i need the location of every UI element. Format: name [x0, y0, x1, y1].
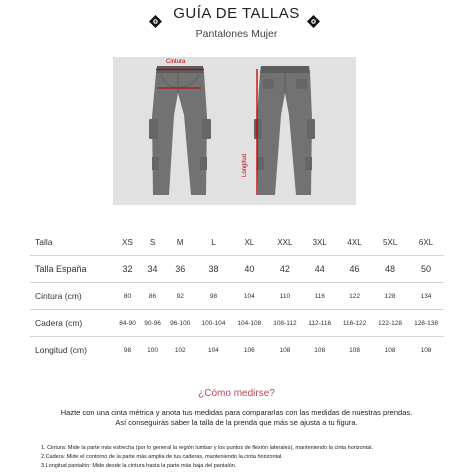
pants-front-view: [149, 66, 211, 195]
size-cell: 4XL: [337, 229, 372, 256]
table-cell: 32: [115, 256, 140, 283]
size-cell: M: [165, 229, 195, 256]
table-cell: 108: [384, 346, 396, 354]
table-cell: 108: [314, 346, 326, 354]
table-cell: 84-90: [115, 310, 140, 337]
table-cell: 38: [196, 256, 232, 283]
table-cell: 110: [267, 283, 302, 310]
row-label: Cintura (cm): [30, 283, 115, 310]
size-cell: XS: [115, 229, 140, 256]
table-cell: 116: [302, 283, 336, 310]
table-cell: 92: [165, 283, 195, 310]
table-cell: 100-104: [196, 310, 232, 337]
table-cell: 100: [147, 346, 158, 354]
table-cell: 122-128: [372, 310, 408, 337]
table-cell: 50: [408, 256, 444, 283]
note-length: 3.Longitud pantalón: Mide desde la cintura hasta la parte más baja del pantalón.: [41, 463, 237, 469]
size-cell: XXL: [267, 229, 302, 256]
size-cell: 3XL: [302, 229, 336, 256]
table-cell: 42: [267, 256, 302, 283]
waist-label: Cintura: [166, 59, 186, 65]
table-cell: 98: [123, 346, 132, 354]
row-label: Cadera (cm): [30, 310, 115, 337]
table-cell: 80: [115, 283, 140, 310]
table-cell: 44: [302, 256, 336, 283]
size-table: [30, 229, 444, 363]
table-row: [30, 283, 444, 310]
size-cell: 5XL: [372, 229, 408, 256]
intro-line: Hazte con una cinta métrica y anota tus medidas para compararlas con las medidas de nuestras prendas.: [60, 408, 413, 417]
table-cell: 104-108: [231, 310, 267, 337]
table-cell: 86: [140, 283, 165, 310]
table-cell: 106: [243, 346, 255, 354]
table-cell: 46: [337, 256, 372, 283]
length-label: Longitud: [242, 153, 248, 177]
table-cell: 102: [174, 346, 186, 354]
table-cell: 48: [372, 256, 408, 283]
measure-intro: [40, 408, 433, 428]
pants-illustration: [113, 57, 356, 205]
page-title: GUÍA DE TALLAS: [173, 5, 300, 22]
table-cell: 104: [208, 346, 219, 354]
table-cell: 34: [140, 256, 165, 283]
table-row: [30, 256, 444, 283]
brand-diamond-icon: [307, 15, 320, 28]
note-waist: 1. Cintura: Mide la parte más estrecha (por lo general la región lumbar y los puntos de flexión laterales), manteniendo la cinta horizontal.: [41, 445, 374, 451]
table-cell: 108-112: [267, 310, 302, 337]
table-cell: 116-122: [337, 310, 372, 337]
row-label: Longitud (cm): [35, 345, 87, 355]
table-cell: 112-116: [302, 310, 336, 337]
table-cell: 40: [231, 256, 267, 283]
table-cell: 98: [196, 283, 232, 310]
table-cell: 104: [231, 283, 267, 310]
page-subtitle: Pantalones Mujer: [195, 28, 278, 40]
note-hip: 2.Cadera: Mide el contorno de la parte más amplia de tus caderas, manteniendo la cinta horizontal.: [41, 454, 283, 460]
measure-notes: [41, 444, 373, 471]
table-row: [30, 337, 444, 364]
table-cell: 96-100: [165, 310, 195, 337]
table-cell: 108: [349, 346, 360, 354]
table-row: [30, 310, 444, 337]
table-cell: 108: [420, 346, 432, 354]
table-cell: 128-138: [408, 310, 444, 337]
table-cell: 128: [372, 283, 408, 310]
table-cell: 108: [279, 346, 291, 354]
table-cell: 90-96: [140, 310, 165, 337]
row-label: Talla España: [30, 256, 115, 283]
intro-line: Así conseguirás saber la talla de la prenda que más se ajusta a tu figura.: [115, 418, 358, 427]
table-header-label: Talla: [30, 229, 115, 256]
size-cell: L: [196, 229, 232, 256]
table-header-row: [30, 229, 444, 256]
how-to-measure-heading: ¿Cómo medirse?: [198, 388, 275, 399]
table-cell: 122: [337, 283, 372, 310]
table-cell: 134: [408, 283, 444, 310]
pants-back-view: [254, 66, 315, 195]
size-cell: S: [140, 229, 165, 256]
size-cell: 6XL: [408, 229, 444, 256]
size-cell: XL: [231, 229, 267, 256]
table-cell: 36: [165, 256, 195, 283]
